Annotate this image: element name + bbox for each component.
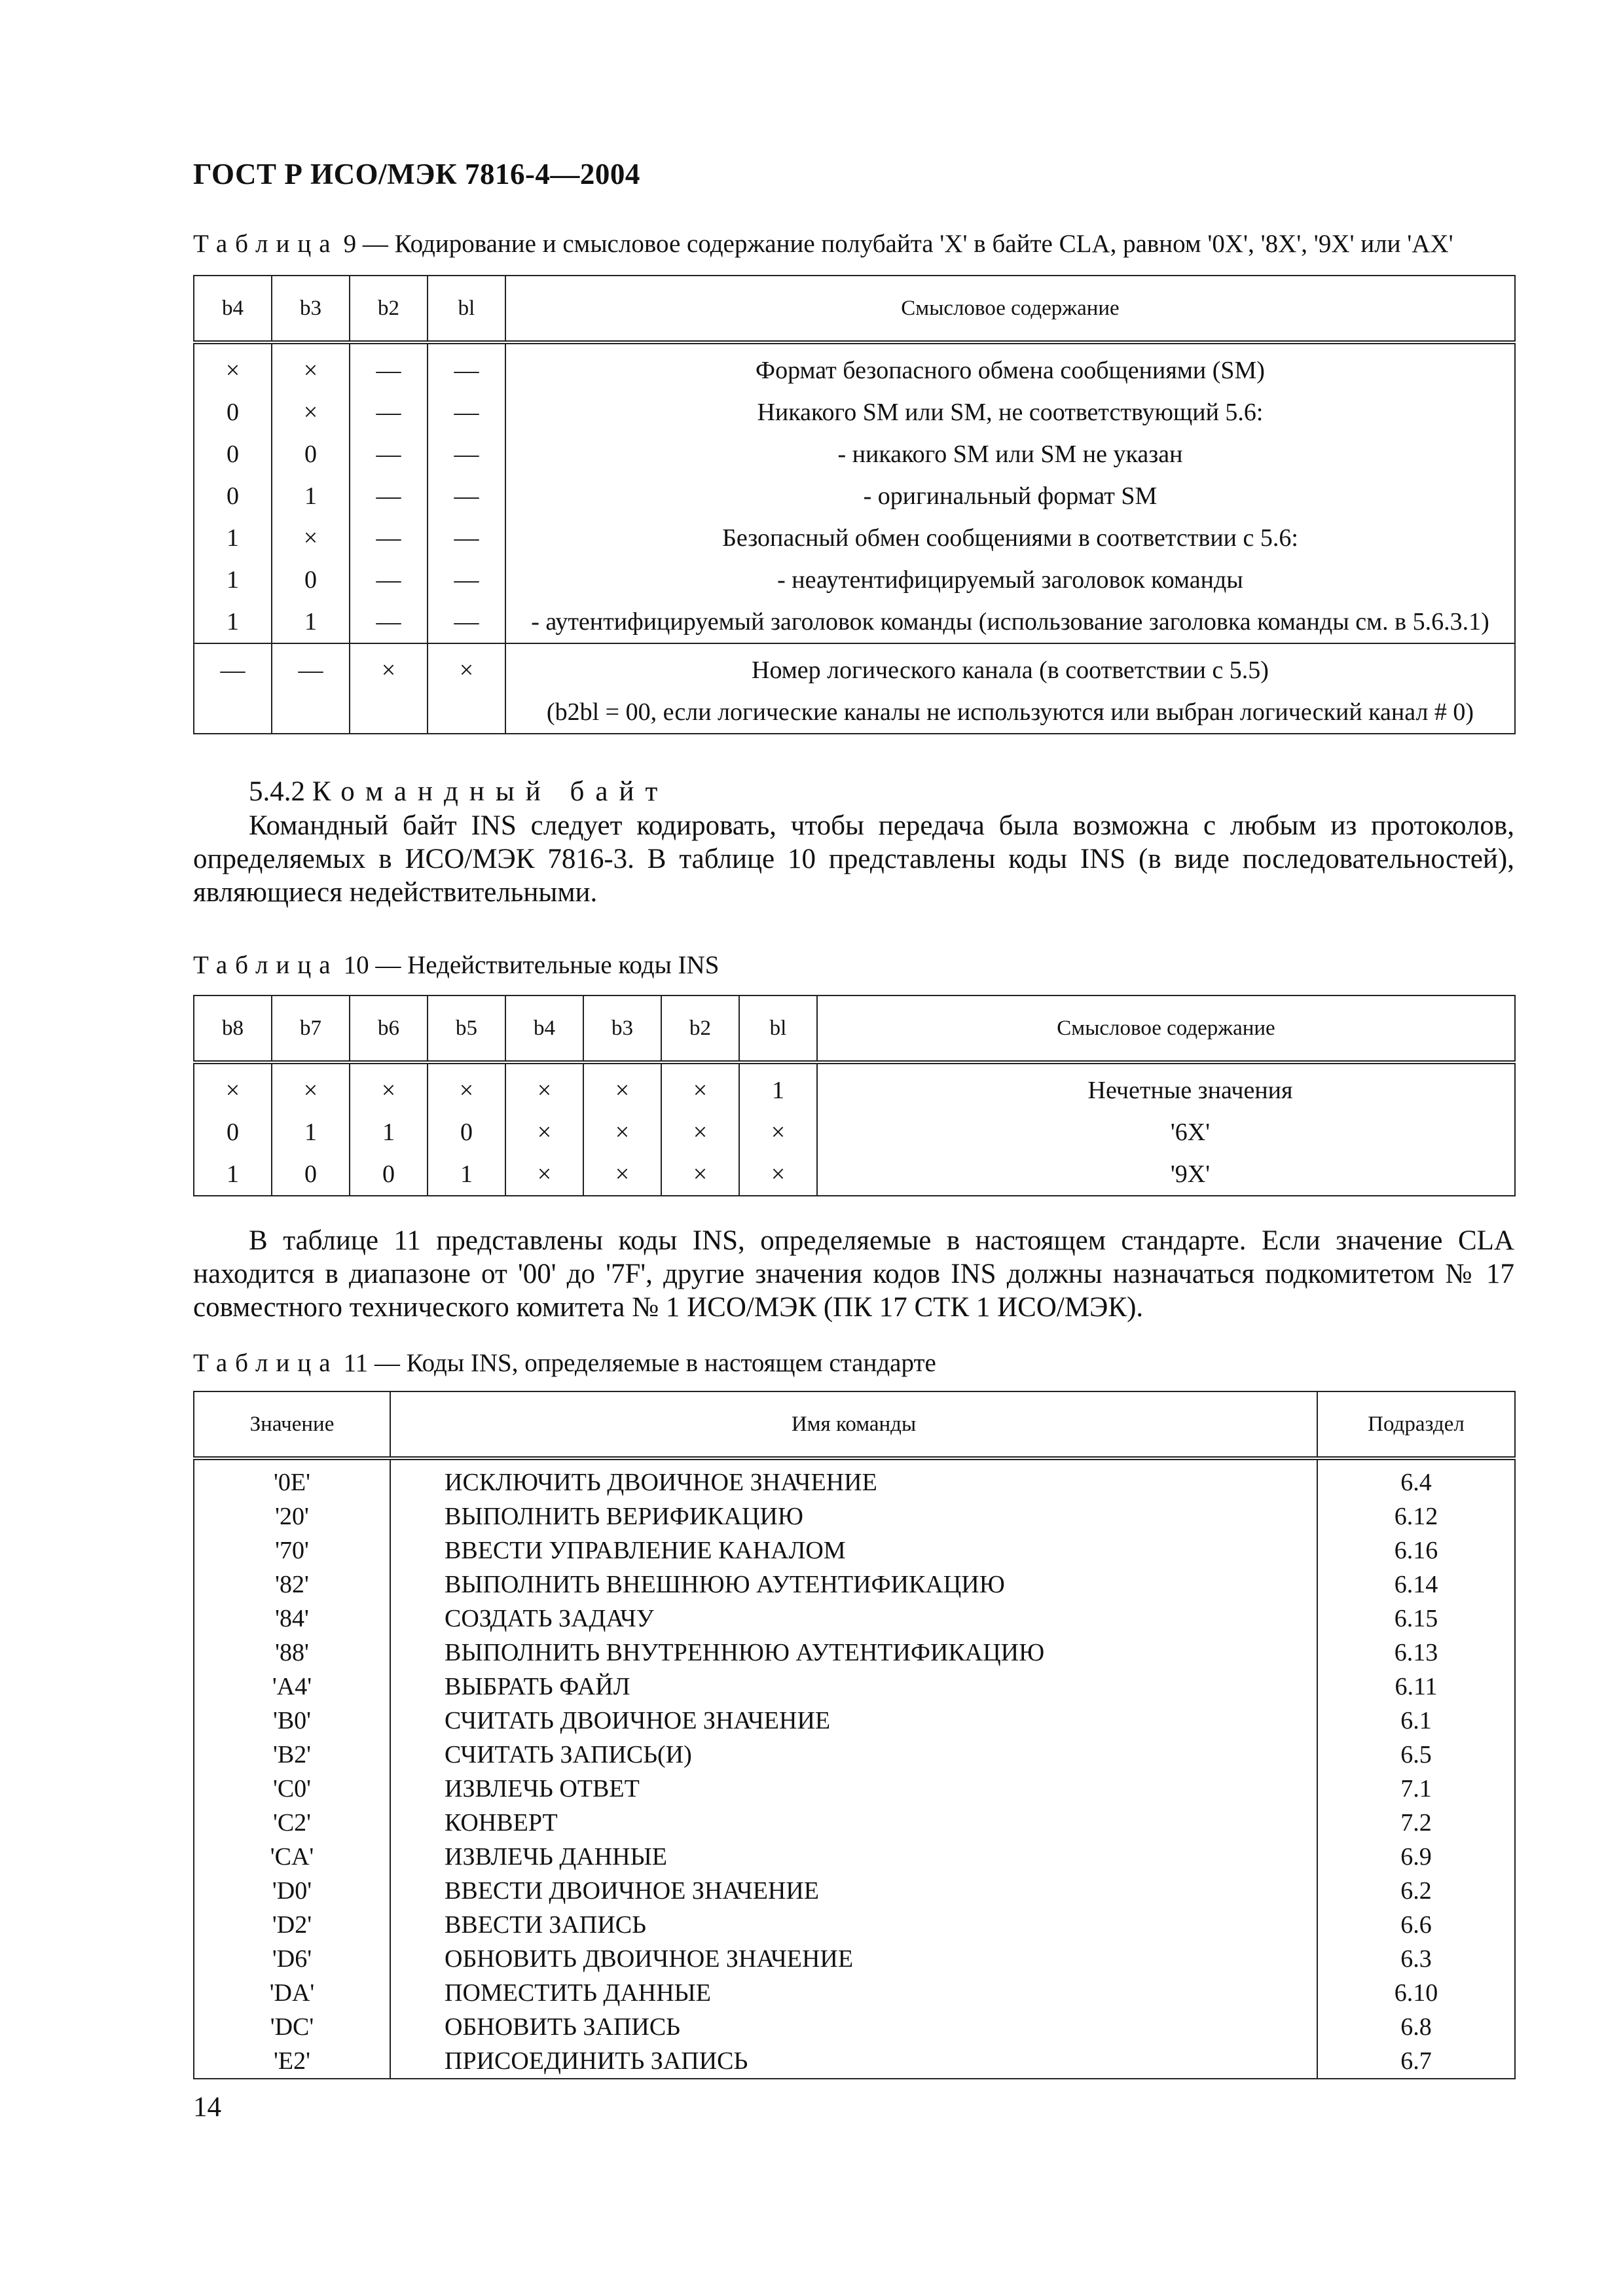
table11-caption-text: 11 — Коды INS, определяемые в настоящем стандарте (343, 1349, 936, 1377)
table-row (194, 2010, 1515, 2044)
table11 (193, 1391, 1516, 2079)
table10-header-cell: b8 (194, 996, 272, 1062)
table-cell: (b2bl = 00, если логические каналы не используются или выбран логический канал # 0) (505, 691, 1515, 734)
table-cell-name: ВВЕСТИ ЗАПИСЬ (390, 1908, 1317, 1942)
table-row (194, 559, 1515, 601)
table-cell: Безопасный обмен сообщениями в соответствии с 5.6: (505, 517, 1515, 559)
page-number: 14 (193, 2092, 221, 2123)
table-row (194, 1062, 1515, 1111)
table-cell-code: 'C2' (194, 1806, 390, 1840)
table-cell: × (583, 1153, 661, 1196)
table9-header-cell: b4 (194, 276, 272, 342)
table-cell: 1 (739, 1062, 817, 1111)
table-cell: - никакого SM или SM не указан (505, 433, 1515, 475)
table-cell-code: '70' (194, 1534, 390, 1568)
table-cell: — (428, 433, 505, 475)
table-cell-code: 'B0' (194, 1704, 390, 1738)
table-cell-sub: 6.9 (1317, 1840, 1515, 1874)
table-cell: 0 (272, 433, 350, 475)
table-cell-sub: 6.2 (1317, 1874, 1515, 1908)
section-number: 5.4.2 (249, 776, 305, 807)
table10-header-cell: b2 (661, 996, 739, 1062)
table-cell: — (350, 342, 428, 391)
table-cell-sub: 6.16 (1317, 1534, 1515, 1568)
table-cell: Формат безопасного обмена сообщениями (SM) (505, 342, 1515, 391)
table-cell: × (583, 1062, 661, 1111)
table-cell: × (661, 1062, 739, 1111)
table-cell: 0 (194, 391, 272, 433)
table-cell: 0 (194, 433, 272, 475)
table-cell-name: ВЫПОЛНИТЬ ВЕРИФИКАЦИЮ (390, 1499, 1317, 1534)
table-cell-name: ПОМЕСТИТЬ ДАННЫЕ (390, 1976, 1317, 2010)
table-cell: × (194, 342, 272, 391)
table-row (194, 1636, 1515, 1670)
table-cell (272, 691, 350, 734)
table-cell-sub: 6.12 (1317, 1499, 1515, 1534)
table10 (193, 995, 1516, 1196)
table-cell-name: СЧИТАТЬ ЗАПИСЬ(И) (390, 1738, 1317, 1772)
table-cell-name: ВВЕСТИ УПРАВЛЕНИЕ КАНАЛОМ (390, 1534, 1317, 1568)
table-cell-name: ВЫБРАТЬ ФАЙЛ (390, 1670, 1317, 1704)
table-cell: — (194, 643, 272, 691)
table-cell: — (350, 433, 428, 475)
table-cell: × (739, 1111, 817, 1153)
table-cell-code: 'C0' (194, 1772, 390, 1806)
table10-header-row (194, 996, 1515, 1062)
table-row (194, 1942, 1515, 1976)
table10-caption (193, 950, 719, 980)
table9-header-row (194, 276, 1515, 342)
table-cell-name: ВЫПОЛНИТЬ ВНЕШНЮЮ АУТЕНТИФИКАЦИЮ (390, 1568, 1317, 1602)
table-cell: — (350, 601, 428, 643)
table-cell: 1 (194, 559, 272, 601)
table-cell: 1 (194, 1153, 272, 1196)
table-row (194, 1704, 1515, 1738)
table-cell: × (272, 391, 350, 433)
table-cell: — (350, 475, 428, 517)
table-cell-sub: 6.6 (1317, 1908, 1515, 1942)
table11-caption (193, 1348, 936, 1378)
table-cell-sub: 6.10 (1317, 1976, 1515, 2010)
table-row (194, 1976, 1515, 2010)
table-cell: × (739, 1153, 817, 1196)
table11-header-row (194, 1391, 1515, 1458)
table-cell (350, 691, 428, 734)
table-cell: — (428, 601, 505, 643)
table-cell-sub: 6.1 (1317, 1704, 1515, 1738)
table-cell-name: ВВЕСТИ ДВОИЧНОЕ ЗНАЧЕНИЕ (390, 1874, 1317, 1908)
table-cell: × (505, 1153, 583, 1196)
table-cell-code: 'CA' (194, 1840, 390, 1874)
table-cell-name: ИЗВЛЕЧЬ ДАННЫЕ (390, 1840, 1317, 1874)
table-row (194, 342, 1515, 391)
table9-caption (193, 229, 1453, 259)
table9 (193, 275, 1516, 734)
table-cell: 1 (350, 1111, 428, 1153)
table-cell: × (505, 1111, 583, 1153)
table-row (194, 1806, 1515, 1840)
table11-header-cell: Имя команды (390, 1391, 1317, 1458)
table-cell: × (350, 1062, 428, 1111)
table-cell-code: 'D6' (194, 1942, 390, 1976)
table-row (194, 1670, 1515, 1704)
table9-header-cell: b2 (350, 276, 428, 342)
table10-header-cell: b5 (428, 996, 505, 1062)
table-cell: × (272, 1062, 350, 1111)
table-row (194, 517, 1515, 559)
table-cell: - аутентифицируемый заголовок команды (использование заголовка команды см. в 5.6.3.1) (505, 601, 1515, 643)
table-cell-sub: 7.2 (1317, 1806, 1515, 1840)
table-cell-name: ИЗВЛЕЧЬ ОТВЕТ (390, 1772, 1317, 1806)
table-row (194, 475, 1515, 517)
table-cell: × (272, 517, 350, 559)
table-cell-sub: 6.4 (1317, 1458, 1515, 1499)
table-cell: Нечетные значения (817, 1062, 1515, 1111)
table10-header-cell: b6 (350, 996, 428, 1062)
table-cell: — (428, 342, 505, 391)
table10-header-cell: bl (739, 996, 817, 1062)
table-row (194, 1840, 1515, 1874)
table10-caption-word: Таблица (193, 951, 338, 979)
table-row (194, 1534, 1515, 1568)
paragraph-table11-intro: В таблице 11 представлены коды INS, определяемые в настоящем стандарте. Если значение CLA находится в диапазоне от '00' до '7F', другие значения кодов INS должны назначаться подкомитетом № 17 совместного технического комитета № 1 ИСО/МЭК (ПК 17 СТК 1 ИСО/МЭК). (193, 1225, 1514, 1323)
table-cell-code: '20' (194, 1499, 390, 1534)
table-cell: × (583, 1111, 661, 1153)
table-cell-sub: 6.13 (1317, 1636, 1515, 1670)
table-cell-name: ИСКЛЮЧИТЬ ДВОИЧНОЕ ЗНАЧЕНИЕ (390, 1458, 1317, 1499)
table-cell: × (661, 1153, 739, 1196)
table-row (194, 1153, 1515, 1196)
table-cell-name: ПРИСОЕДИНИТЬ ЗАПИСЬ (390, 2044, 1317, 2079)
table-cell-sub: 6.14 (1317, 1568, 1515, 1602)
table-cell: × (428, 643, 505, 691)
table-cell (428, 691, 505, 734)
table-cell-code: '82' (194, 1568, 390, 1602)
table10-header-cell: b4 (505, 996, 583, 1062)
table-row (194, 2044, 1515, 2079)
table-cell: - неаутентифицируемый заголовок команды (505, 559, 1515, 601)
table-cell: - оригинальный формат SM (505, 475, 1515, 517)
table-cell-sub: 6.11 (1317, 1670, 1515, 1704)
table-cell-name: КОНВЕРТ (390, 1806, 1317, 1840)
table-row (194, 1602, 1515, 1636)
table10-header-cell: Смысловое содержание (817, 996, 1515, 1062)
table-cell-code: '88' (194, 1636, 390, 1670)
table-cell: 1 (272, 1111, 350, 1153)
table-cell: × (505, 1062, 583, 1111)
table9-header-cell: b3 (272, 276, 350, 342)
table-row (194, 1874, 1515, 1908)
table-cell-code: 'B2' (194, 1738, 390, 1772)
table-cell: 0 (272, 1153, 350, 1196)
table-cell: 1 (194, 517, 272, 559)
table11-caption-word: Таблица (193, 1349, 338, 1377)
table10-header-cell: b3 (583, 996, 661, 1062)
table-cell: 1 (194, 601, 272, 643)
table-row (194, 433, 1515, 475)
table10-caption-text: 10 — Недействительные коды INS (343, 951, 720, 979)
table9-caption-word: Таблица (193, 230, 338, 258)
table-cell: 1 (272, 475, 350, 517)
standard-header: ГОСТ Р ИСО/МЭК 7816-4—2004 (193, 158, 640, 190)
table-cell-code: 'A4' (194, 1670, 390, 1704)
table-cell-code: 'DA' (194, 1976, 390, 2010)
table-cell: 0 (194, 1111, 272, 1153)
table-cell-code: '0E' (194, 1458, 390, 1499)
table-cell-name: ВЫПОЛНИТЬ ВНУТРЕННЮЮ АУТЕНТИФИКАЦИЮ (390, 1636, 1317, 1670)
table-cell: Никакого SM или SM, не соответствующий 5.6: (505, 391, 1515, 433)
table-cell (194, 691, 272, 734)
table-row (194, 391, 1515, 433)
section-paragraph: Командный байт INS следует кодировать, чтобы передача была возможна с любым из протоколов, определяемых в ИСО/МЭК 7816-3. В таблице 10 представлены коды INS (в виде последовательностей), являющиеся недействительными. (193, 810, 1514, 908)
table-cell: × (272, 342, 350, 391)
table-row (194, 1568, 1515, 1602)
table-cell: — (350, 517, 428, 559)
table-cell-name: ОБНОВИТЬ ДВОИЧНОЕ ЗНАЧЕНИЕ (390, 1942, 1317, 1976)
table-cell: '6X' (817, 1111, 1515, 1153)
table-row (194, 1499, 1515, 1534)
table-cell: 1 (272, 601, 350, 643)
table-cell: — (428, 559, 505, 601)
table-cell: '9X' (817, 1153, 1515, 1196)
table-cell: — (272, 643, 350, 691)
table-cell-code: 'DC' (194, 2010, 390, 2044)
table-row (194, 601, 1515, 643)
section-title (249, 776, 668, 808)
table-cell: — (350, 559, 428, 601)
section-heading: Командный байт (312, 776, 669, 807)
table-cell-sub: 7.1 (1317, 1772, 1515, 1806)
table-cell: 1 (428, 1153, 505, 1196)
table-cell: × (428, 1062, 505, 1111)
table-row (194, 1772, 1515, 1806)
table10-header-cell: b7 (272, 996, 350, 1062)
table-cell-name: ОБНОВИТЬ ЗАПИСЬ (390, 2010, 1317, 2044)
table-row (194, 643, 1515, 691)
table-cell: 0 (272, 559, 350, 601)
table-cell-code: 'E2' (194, 2044, 390, 2079)
table-cell-sub: 6.3 (1317, 1942, 1515, 1976)
table-cell-sub: 6.7 (1317, 2044, 1515, 2079)
table9-caption-text: 9 — Кодирование и смысловое содержание полубайта 'X' в байте CLA, равном '0X', '8X', '9X' или 'AX' (343, 230, 1453, 258)
table-cell-sub: 6.5 (1317, 1738, 1515, 1772)
table-cell: 0 (428, 1111, 505, 1153)
table-cell: Номер логического канала (в соответствии с 5.5) (505, 643, 1515, 691)
table-cell: 0 (350, 1153, 428, 1196)
table-cell: — (428, 517, 505, 559)
table11-header-cell: Подраздел (1317, 1391, 1515, 1458)
table-cell-sub: 6.15 (1317, 1602, 1515, 1636)
table-cell-code: 'D0' (194, 1874, 390, 1908)
table-row (194, 1458, 1515, 1499)
table-cell-sub: 6.8 (1317, 2010, 1515, 2044)
table-row (194, 691, 1515, 734)
table-cell: × (350, 643, 428, 691)
table9-header-cell: bl (428, 276, 505, 342)
table-cell: — (428, 475, 505, 517)
table-row (194, 1908, 1515, 1942)
table-cell-name: СОЗДАТЬ ЗАДАЧУ (390, 1602, 1317, 1636)
table-cell-code: '84' (194, 1602, 390, 1636)
table9-header-cell: Смысловое содержание (505, 276, 1515, 342)
table-row (194, 1111, 1515, 1153)
table-cell: × (661, 1111, 739, 1153)
table-row (194, 1738, 1515, 1772)
table-cell: × (194, 1062, 272, 1111)
table-cell: — (428, 391, 505, 433)
table-cell-code: 'D2' (194, 1908, 390, 1942)
table-cell: — (350, 391, 428, 433)
table-cell-name: СЧИТАТЬ ДВОИЧНОЕ ЗНАЧЕНИЕ (390, 1704, 1317, 1738)
table11-header-cell: Значение (194, 1391, 390, 1458)
table-cell: 0 (194, 475, 272, 517)
